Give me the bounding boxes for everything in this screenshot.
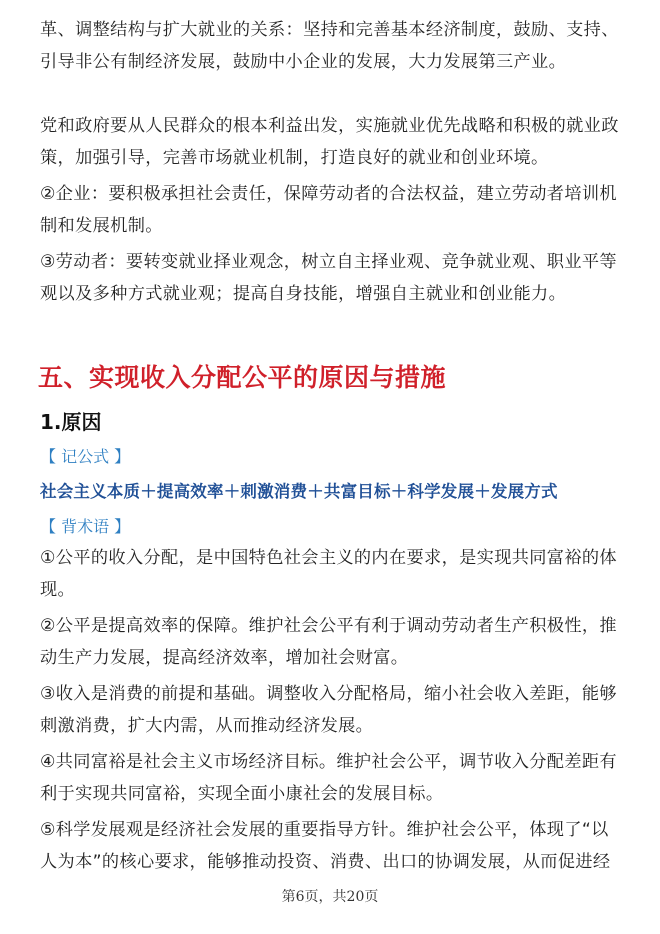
paragraph-worker: ③劳动者：要转变就业择业观念，树立自主择业观、竞争就业观、职业平等观以及多种方式就业观；提高自身技能，增强自主就业和创业能力。 [40, 252, 617, 304]
recite-label: 【 背术语 】 [40, 517, 131, 536]
paragraph-enterprise: ②企业：要积极承担社会责任，保障劳动者的合法权益，建立劳动者培训机制和发展机制。 [40, 184, 617, 236]
reason-item-1: ①公平的收入分配，是中国特色社会主义的内在要求，是实现共同富裕的体现。 [40, 548, 617, 600]
paragraph-structure-employment: 革、调整结构与扩大就业的关系：坚持和完善基本经济制度，鼓励、支持、引导非公有制经济发展，鼓励中小企业的发展，大力发展第三产业。 [40, 20, 619, 72]
page-number: 第6页，共20页 [281, 889, 379, 905]
section-heading: 五、实现收入分配公平的原因与措施 [38, 363, 447, 392]
reason-item-4: ④共同富裕是社会主义市场经济目标。维护社会公平，调节收入分配差距有利于实现共同富裕，实现全面小康社会的发展目标。 [40, 752, 617, 804]
section-subheading: 1.原因 [40, 410, 102, 434]
reason-item-3: ③收入是消费的前提和基础。调整收入分配格局，缩小社会收入差距，能够刺激消费，扩大内需，从而推动经济发展。 [40, 684, 617, 736]
reason-item-5: ⑤科学发展观是经济社会发展的重要指导方针。维护社会公平，体现了“以人为本”的核心要求，能够推动投资、消费、出口的协调发展，从而促进经 [40, 820, 611, 872]
formula-text: 社会主义本质＋提高效率＋刺激消费＋共富目标＋科学发展＋发展方式 [40, 482, 558, 501]
formula-label: 【 记公式 】 [40, 447, 131, 466]
reason-item-2: ②公平是提高效率的保障。维护社会公平有利于调动劳动者生产积极性，推动生产力发展，提高经济效率，增加社会财富。 [40, 616, 617, 668]
paragraph-government: 党和政府要从人民群众的根本利益出发，实施就业优先战略和积极的就业政策，加强引导，完善市场就业机制，打造良好的就业和创业环境。 [40, 116, 619, 168]
